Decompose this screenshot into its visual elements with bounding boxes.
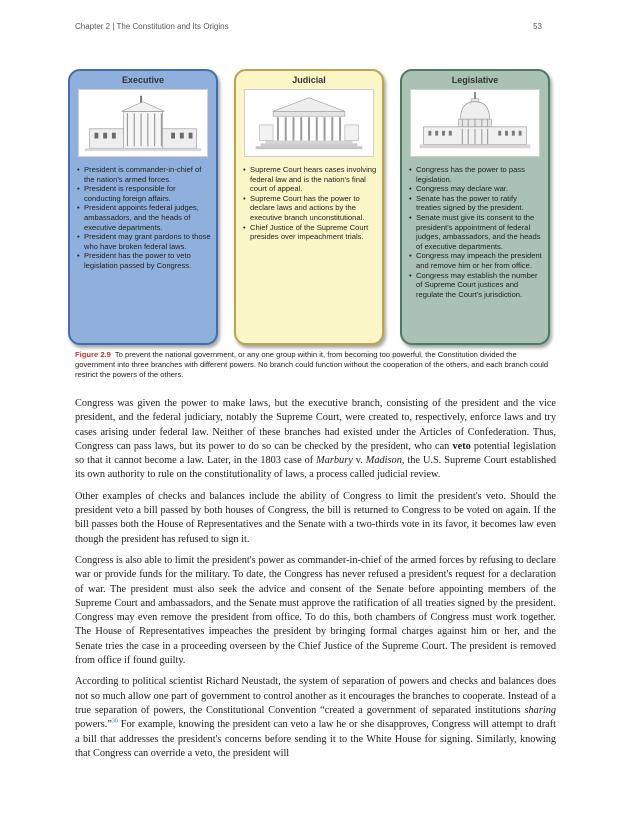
legislative-power-item: • Congress may establish the number of Supreme Court justices and regulate the Court's jurisdiction. <box>409 271 543 300</box>
judicial-title: Judicial <box>292 75 326 85</box>
capitol-building-icon <box>410 89 540 157</box>
figure-caption-text: To prevent the national government, or any one group within it, from becoming too powerful, the Constitution divided the government into three branches with different powers. No branch could function without the cooperation of the others, and each branch could restrict the powers of the others. <box>75 350 549 379</box>
executive-panel <box>68 69 218 345</box>
page-number: 53 <box>533 22 542 31</box>
executive-title: Executive <box>121 75 165 85</box>
veto-term: veto <box>452 440 471 452</box>
executive-power-item: • President has the power to veto legislation passed by Congress. <box>77 251 211 270</box>
executive-power-item: • President may grant pardons to those who have broken federal laws. <box>77 232 211 251</box>
paragraph-4 <box>75 675 556 761</box>
paragraph-1-text: potential legislation so that it cannot become a law. Later, in the 1803 case of <box>75 440 557 467</box>
paragraph-1-text: , the U.S. Supreme Court established its own authority to rule on the constitutionality of laws, a process called judicial review. <box>75 455 556 481</box>
executive-powers-list <box>77 165 211 271</box>
white-house-building-icon <box>78 89 208 157</box>
paragraph-3: Congress is also able to limit the president's power as commander-in-chief of the armed forces by refusing to declare war or provide funds for the military. To date, the Congress has never refused a president's request for a declaration of war. The president must also seek the advice and consent of the Senate before appointing members of the Supreme Court and ambassadors, and the Senate must approve the ratification of all treaties signed by the president. Congress may even remove the president from office. To do this, both chambers of Congress must work together. The House of Representatives impeaches the president by bringing formal charges against him or her, and the Senate tries the case in a proceeding overseen by the Chief Justice of the Supreme Court. The president is removed from office if found guilty. <box>75 554 556 667</box>
judicial-power-item: • Chief Justice of the Supreme Court presides over impeachment trials. <box>243 223 377 242</box>
judicial-powers-list <box>243 165 377 242</box>
emphasis-sharing: sharing <box>524 704 556 716</box>
executive-power-item: • President is responsible for conducting foreign affairs. <box>77 184 211 203</box>
executive-power-item: • President appoints federal judges, ambassadors, and the heads of executive departments. <box>77 203 211 232</box>
legislative-title: Legislative <box>451 75 499 85</box>
legislative-panel <box>400 69 550 345</box>
legislative-power-item: • Congress may declare war. <box>409 184 543 194</box>
case-name-madison: Madison <box>365 455 402 467</box>
paragraph-4-text: powers.” <box>75 719 112 731</box>
paragraph-1-text: v. <box>352 455 366 467</box>
judicial-panel <box>234 69 384 345</box>
paragraph-4-text: According to political scientist Richard Neustadt, the system of separation of powers and checks and balances does not so much allow one part of government to control another as it encourages the branches to cooperate. Instead of a true separation of powers, the Constitutional Convention “created a government of separated institutions <box>75 676 556 716</box>
paragraph-1 <box>75 397 556 483</box>
running-head: Chapter 2 | The Constitution and Its Origins <box>75 22 229 31</box>
legislative-power-item: • Congress has the power to pass legislation. <box>409 165 543 184</box>
legislative-power-item: • Senate has the power to ratify treaties signed by the president. <box>409 194 543 213</box>
supreme-court-building-icon <box>244 89 374 157</box>
paragraph-4-text: For example, knowing the president can veto a law he or she disapproves, Congress will attempt to draft a bill that addresses the president's concerns before sending it to the White House for signing. Similarly, knowing that Congress can override a veto, the president will <box>75 719 556 759</box>
body-text <box>75 397 556 768</box>
legislative-powers-list <box>409 165 543 299</box>
legislative-power-item: • Congress may impeach the president and remove him or her from office. <box>409 251 543 270</box>
legislative-power-item: • Senate must give its consent to the president's appointment of federal judges, ambassadors, and the heads of executive departments. <box>409 213 543 251</box>
executive-power-item: • President is commander-in-chief of the nation's armed forces. <box>77 165 211 184</box>
footnote-reference[interactable]: 30 <box>111 718 118 725</box>
judicial-power-item: • Supreme Court hears cases involving federal law and is the nation's final court of appeal. <box>243 165 377 194</box>
case-name-marbury: Marbury <box>316 455 353 467</box>
figure-label: Figure 2.9 <box>75 350 111 359</box>
judicial-power-item: • Supreme Court has the power to declare laws and actions by the executive branch unconstitutional. <box>243 194 377 223</box>
paragraph-2: Other examples of checks and balances include the ability of Congress to limit the president's veto. Should the president veto a bill passed by both houses of Congress, the bill is returned to Congress to be voted on again. If the bill passes both the House of Representatives and the Senate with a two-thirds vote in its favor, it becomes law even though the president has refused to sign it. <box>75 490 556 545</box>
branches-figure <box>66 65 562 345</box>
figure-caption <box>75 350 553 380</box>
paragraph-1-text: Congress was given the power to make laws, but the executive branch, consisting of the president and the vice president, and the federal judiciary, notably the Supreme Court, were created to, respectively, enforce laws and try cases arising under federal law. Neither of these branches had existed under the Articles of Confederation. Thus, Congress can pass laws, but its power to do so can be checked by the president, who can <box>75 398 556 452</box>
